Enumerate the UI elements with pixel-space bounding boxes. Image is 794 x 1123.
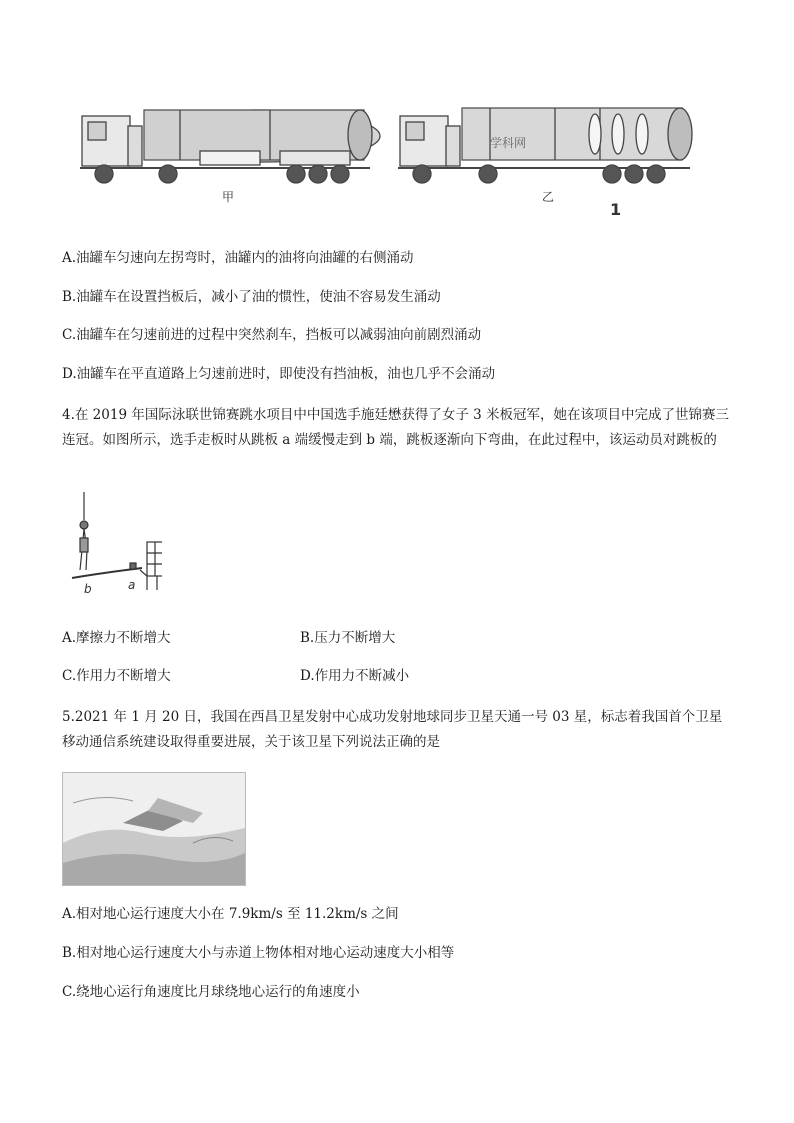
q3-option-d: D.油罐车在平直道路上匀速前进时，即使没有挡油板，油也几乎不会涌动 [62, 366, 496, 382]
q3-option-b: B.油罐车在设置挡板后，减小了油的惯性，使油不容易发生涌动 [62, 289, 441, 305]
tanker-trucks-drawing [60, 96, 730, 226]
board-end-b-label: b [84, 582, 92, 596]
corner-mark: 1 [610, 200, 622, 219]
truck-yi-label: 乙 [542, 190, 555, 204]
q4-option-c: C.作用力不断增大 [62, 668, 171, 684]
q3-option-a: A.油罐车匀速向左拐弯时，油罐内的油将向油罐的右侧涌动 [62, 250, 414, 266]
truck-jia [80, 110, 380, 183]
q4-option-b: B.压力不断增大 [300, 630, 396, 646]
satellite-photo-drawing [63, 773, 245, 885]
q4-option-a: A.摩擦力不断增大 [62, 630, 171, 646]
diving-board-drawing [62, 490, 162, 600]
q4-option-d: D.作用力不断减小 [300, 668, 410, 684]
tanker-trucks-figure [60, 96, 730, 226]
board-end-a-label: a [128, 578, 136, 592]
diving-board-figure [62, 490, 162, 600]
q5-stem: 5.2021 年 1 月 20 日，我国在西昌卫星发射中心成功发射地球同步卫星天通一号 03 星，标志着我国首个卫星移动通信系统建设取得重要进展，关于该卫星下列说法正确的是 [62, 709, 723, 750]
q3-option-c: C.油罐车在匀速前进的过程中突然刹车，挡板可以减弱油向前剧烈涌动 [62, 327, 482, 343]
q5-option-b: B.相对地心运行速度大小与赤道上物体相对地心运动速度大小相等 [62, 945, 455, 961]
satellite-photo [62, 772, 246, 886]
q4-stem: 4.在 2019 年国际泳联世锦赛跳水项目中中国选手施廷懋获得了女子 3 米板冠军，她在该项目中完成了世锦赛三连冠。如图所示，选手走板时从跳板 a 端缓慢走到 b 端，跳板逐渐向下弯曲，在此过程中，该运动员对跳板的 [62, 407, 729, 448]
truck-yi [398, 108, 692, 183]
watermark-text: 学科网 [490, 136, 527, 150]
q5-option-c: C.绕地心运行角速度比月球绕地心运行的角速度小 [62, 984, 360, 1000]
truck-jia-label: 甲 [222, 190, 235, 204]
q5-option-a: A.相对地心运行速度大小在 7.9km/s 至 11.2km/s 之间 [62, 906, 399, 922]
